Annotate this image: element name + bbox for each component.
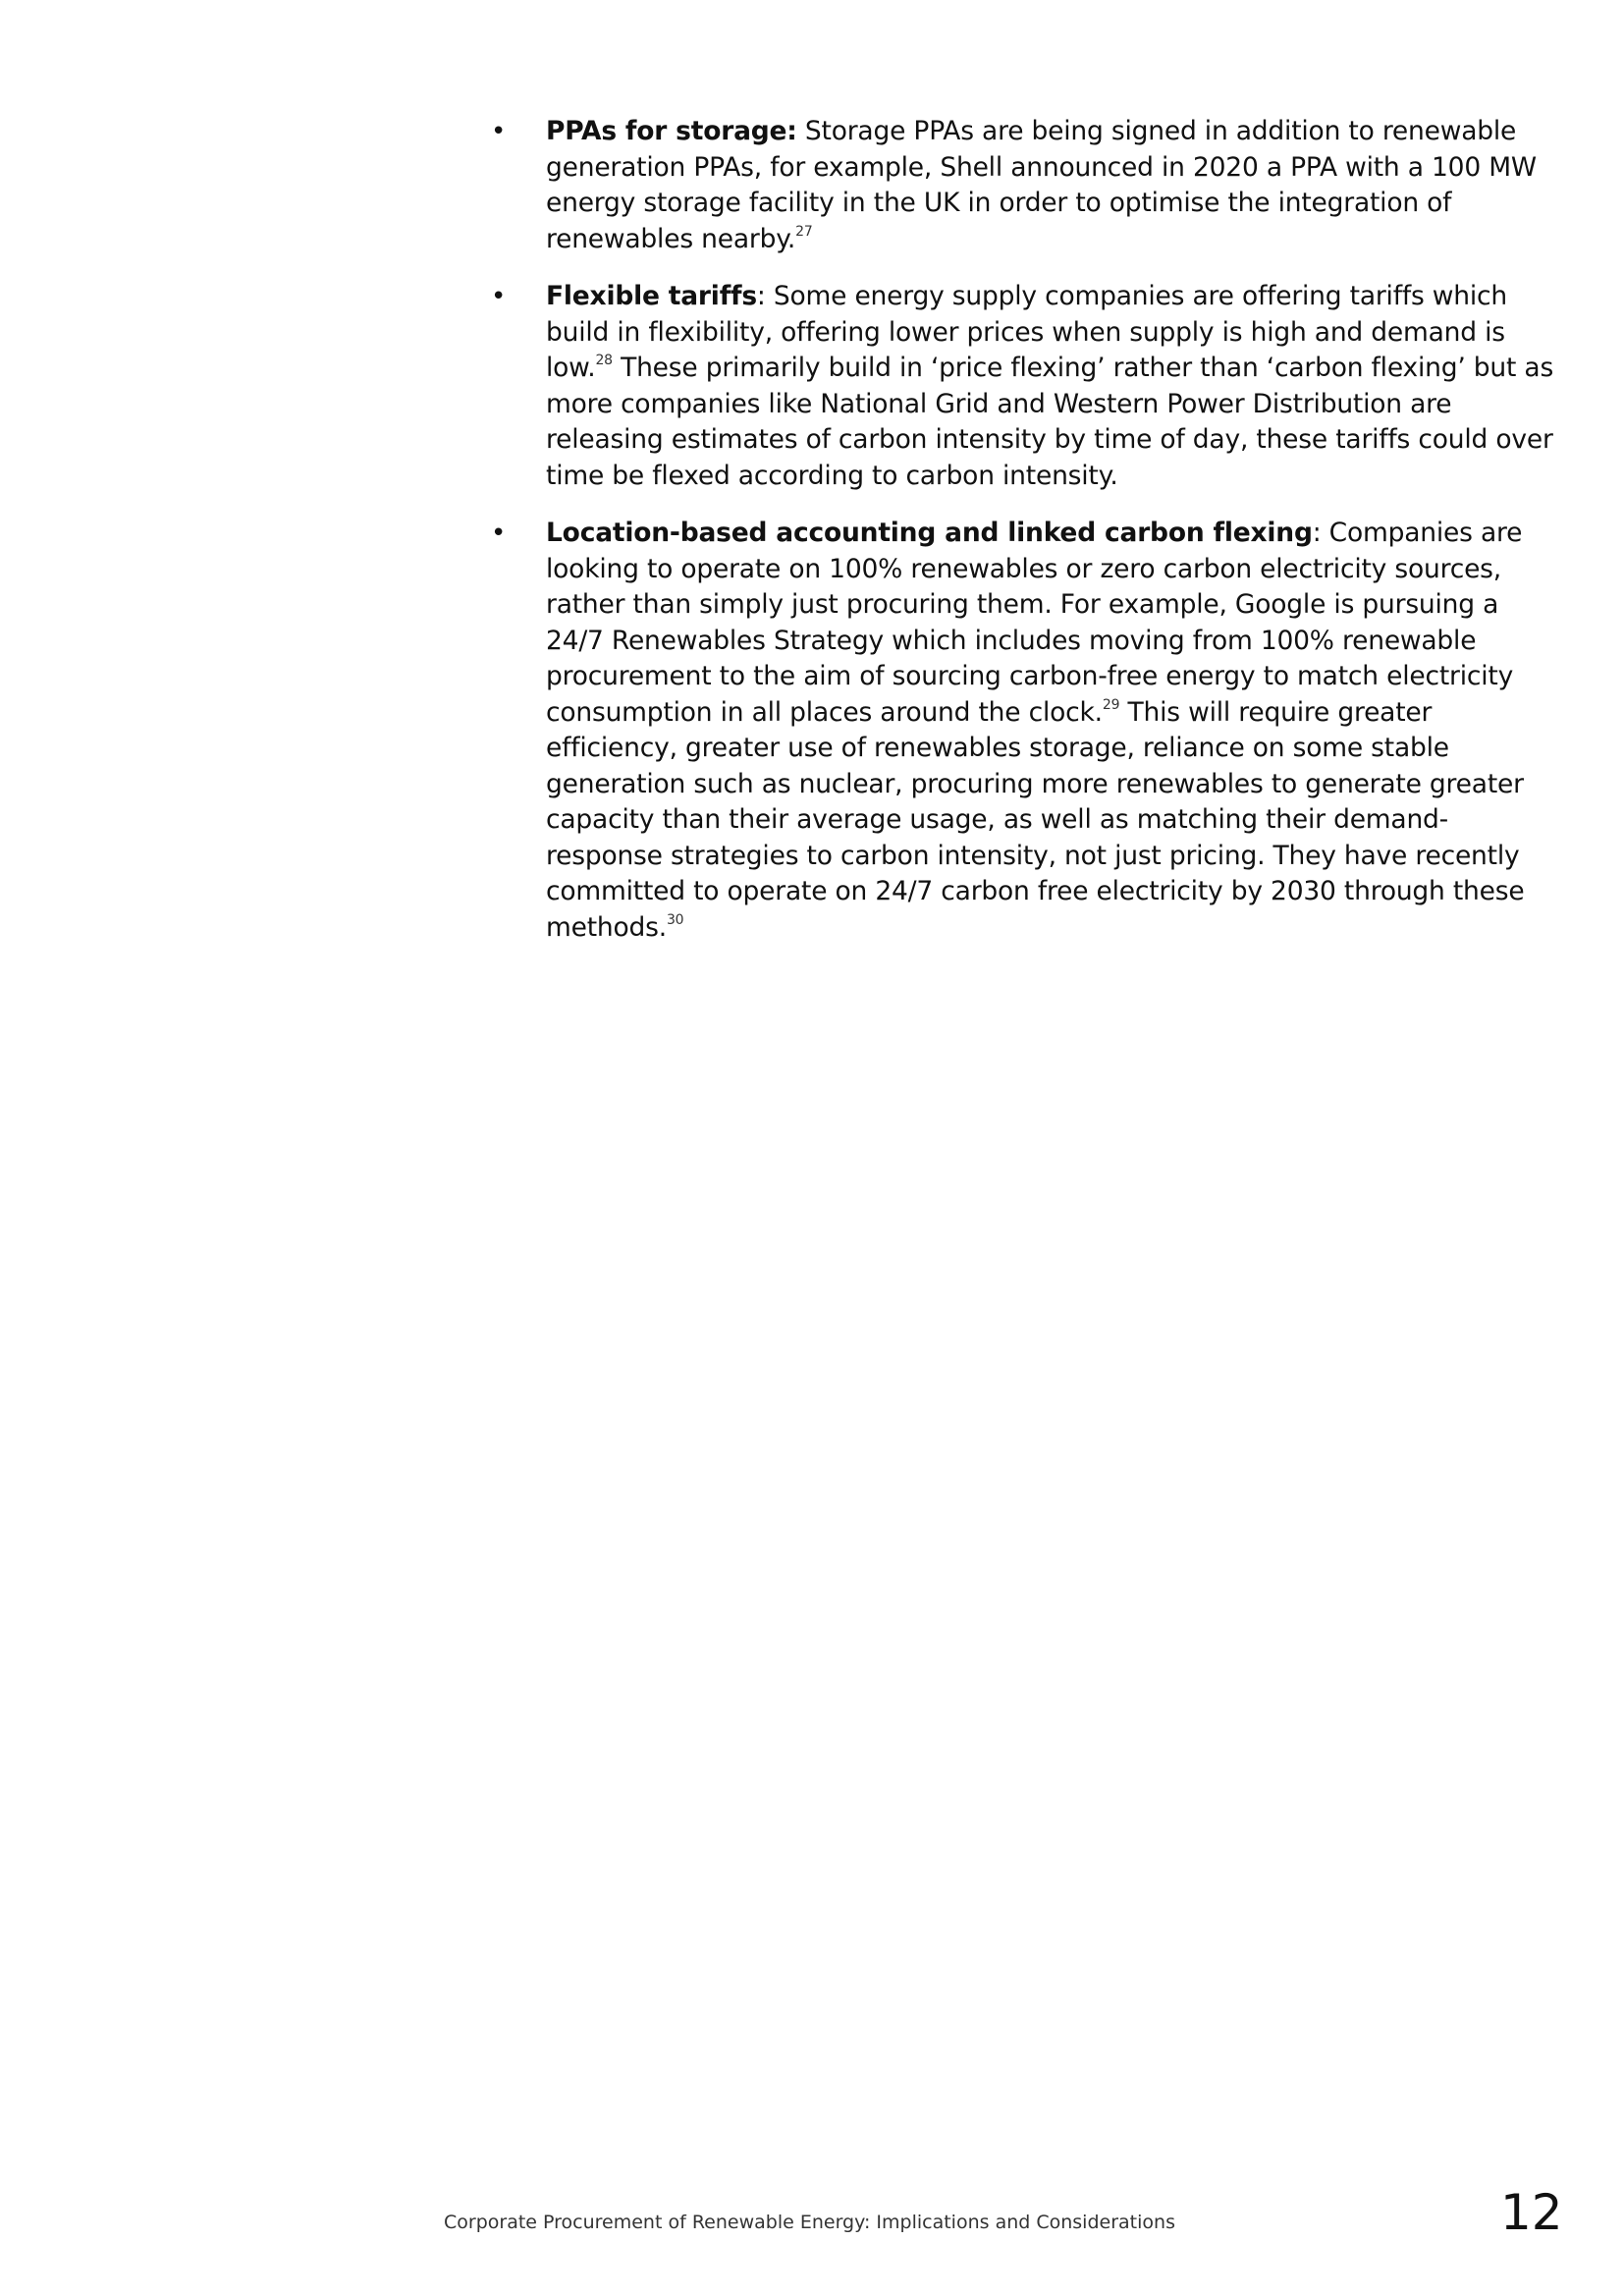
footnote-ref[interactable]: 29 [1102,696,1120,713]
bullet-text-continued: This will require greater efficiency, greater use of renewables storage, reliance on some stable generation such as nuclear, procuring more renewables to generate greater capacity than their average usage, as well as matching their demand-response strategies to carbon intensity, not just pricing. They have recently committed to operate on 24/7 carbon free electricity by 2030 through these methods. [546,696,1525,943]
page-number: 12 [1500,2184,1563,2241]
bullet-item-location-based-accounting [491,516,1561,946]
bullet-text: : Companies are looking to operate on 100% renewables or zero carbon electricity sources, rather than simply just procuring them. For example, Google is pursuing a 24/7 Renewables Strategy which includes moving from 100% renewable procurement to the aim of sourcing carbon-free energy to match electricity consumption in all places around the clock. [546,518,1523,728]
bullet-text: : Some energy supply companies are offering tariffs which build in flexibility, offering lower prices when supply is high and demand is low. [546,281,1507,383]
bullet-marker: • [491,117,507,146]
bullet-item-ppas-for-storage [491,114,1561,257]
footer-document-title: Corporate Procurement of Renewable Energy: Implications and Considerations [444,2212,1175,2233]
footnote-ref[interactable]: 30 [666,911,684,928]
bullet-heading: Flexible tariffs [546,281,757,311]
footnote-ref[interactable]: 28 [595,353,613,369]
bullet-marker: • [491,282,507,311]
bullet-text: Storage PPAs are being signed in addition to renewable generation PPAs, for example, Shell announced in 2020 a PPA with a 100 MW energy storage facility in the UK in order to optimise the integration of renewables nearby. [546,116,1537,254]
bullet-text-continued: These primarily build in ‘price flexing’ rather than ‘carbon flexing’ but as more companies like National Grid and Western Power Distribution are releasing estimates of carbon intensity by time of day, these tariffs could over time be flexed according to carbon intensity. [546,353,1554,491]
footnote-ref[interactable]: 27 [795,223,813,240]
bullet-heading: Location-based accounting and linked carbon flexing [546,518,1313,548]
bullet-heading: PPAs for storage: [546,116,797,146]
bullet-list [491,114,1561,967]
bullet-marker: • [491,519,507,548]
bullet-item-flexible-tariffs [491,279,1561,494]
